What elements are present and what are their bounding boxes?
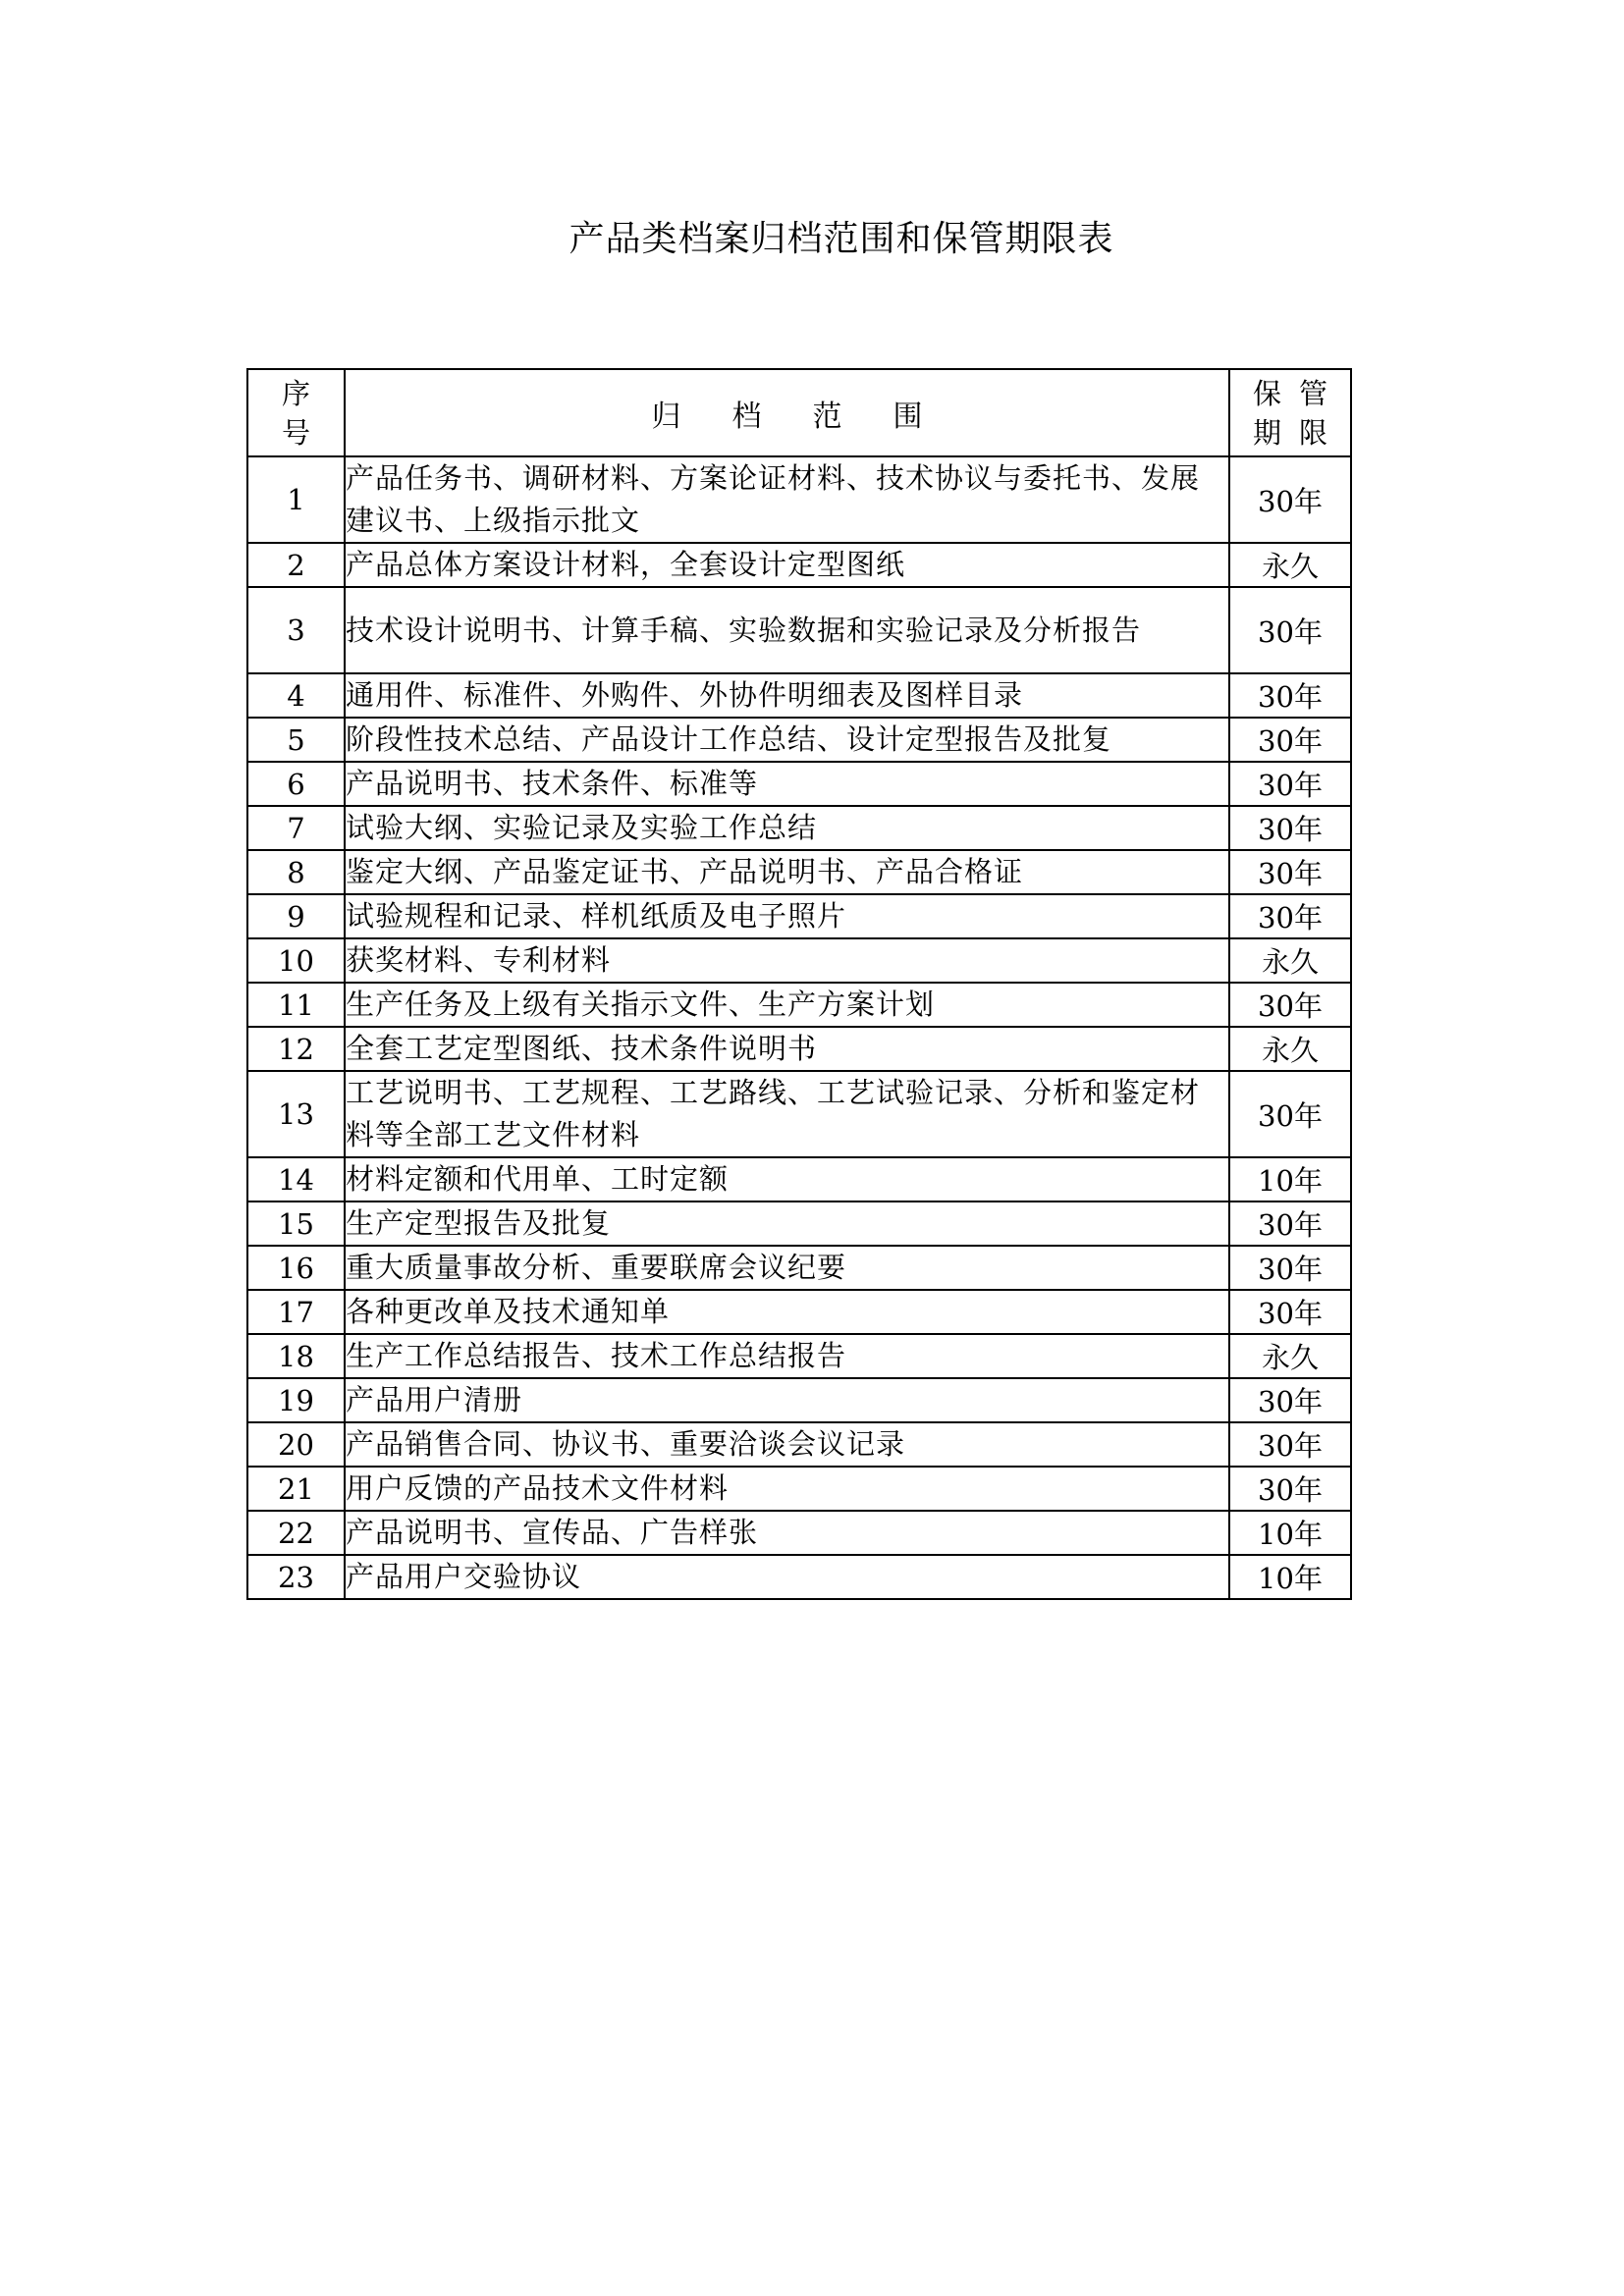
row-number: 6 (247, 762, 345, 806)
row-scope: 鉴定大纲、产品鉴定证书、产品说明书、产品合格证 (345, 850, 1229, 894)
row-scope: 阶段性技术总结、产品设计工作总结、设计定型报告及批复 (345, 718, 1229, 762)
table-row (247, 718, 1351, 762)
table-row (247, 1422, 1351, 1467)
row-scope: 生产工作总结报告、技术工作总结报告 (345, 1334, 1229, 1378)
row-number: 5 (247, 718, 345, 762)
row-scope: 获奖材料、专利材料 (345, 938, 1229, 983)
row-number: 2 (247, 543, 345, 587)
row-scope: 通用件、标准件、外购件、外协件明细表及图样目录 (345, 673, 1229, 718)
row-number: 20 (247, 1422, 345, 1467)
table-row (247, 894, 1351, 938)
table-row (247, 1555, 1351, 1599)
table-row (247, 938, 1351, 983)
row-scope: 重大质量事故分析、重要联席会议纪要 (345, 1246, 1229, 1290)
table-row (247, 543, 1351, 587)
row-period: 10年 (1229, 1555, 1351, 1599)
row-scope: 技术设计说明书、计算手稿、实验数据和实验记录及分析报告 (345, 587, 1229, 673)
table-row (247, 587, 1351, 673)
row-period: 30年 (1229, 983, 1351, 1027)
table-row (247, 850, 1351, 894)
row-number: 13 (247, 1071, 345, 1157)
row-period: 10年 (1229, 1511, 1351, 1555)
row-number: 11 (247, 983, 345, 1027)
table-row (247, 1467, 1351, 1511)
archive-table (246, 368, 1352, 1600)
row-number: 14 (247, 1157, 345, 1201)
table-row (247, 673, 1351, 718)
row-scope: 产品总体方案设计材料，全套设计定型图纸 (345, 543, 1229, 587)
row-period: 30年 (1229, 718, 1351, 762)
row-number: 16 (247, 1246, 345, 1290)
table-row (247, 1071, 1351, 1157)
row-scope: 产品销售合同、协议书、重要洽谈会议记录 (345, 1422, 1229, 1467)
document-title: 产品类档案归档范围和保管期限表 (568, 219, 1114, 259)
row-period: 30年 (1229, 1071, 1351, 1157)
row-period: 永久 (1229, 1027, 1351, 1071)
row-number: 21 (247, 1467, 345, 1511)
table-row (247, 1246, 1351, 1290)
row-scope: 产品用户清册 (345, 1378, 1229, 1422)
row-period: 30年 (1229, 587, 1351, 673)
header-archive-scope: 归档范围 (345, 369, 1229, 456)
row-number: 15 (247, 1201, 345, 1246)
row-number: 8 (247, 850, 345, 894)
row-scope: 试验大纲、实验记录及实验工作总结 (345, 806, 1229, 850)
row-number: 17 (247, 1290, 345, 1334)
header-retention-period: 保管 期限 (1229, 369, 1351, 456)
table-row (247, 1201, 1351, 1246)
row-scope: 工艺说明书、工艺规程、工艺路线、工艺试验记录、分析和鉴定材料等全部工艺文件材料 (345, 1071, 1229, 1157)
row-period: 30年 (1229, 1246, 1351, 1290)
table-row (247, 1334, 1351, 1378)
table-row (247, 1157, 1351, 1201)
row-number: 19 (247, 1378, 345, 1422)
table-row (247, 1511, 1351, 1555)
row-period: 10年 (1229, 1157, 1351, 1201)
row-period: 永久 (1229, 543, 1351, 587)
row-period: 30年 (1229, 456, 1351, 543)
row-scope: 产品用户交验协议 (345, 1555, 1229, 1599)
table-header-row (247, 369, 1351, 456)
row-period: 30年 (1229, 894, 1351, 938)
row-number: 12 (247, 1027, 345, 1071)
row-period: 30年 (1229, 1422, 1351, 1467)
row-scope: 各种更改单及技术通知单 (345, 1290, 1229, 1334)
row-period: 30年 (1229, 806, 1351, 850)
row-number: 4 (247, 673, 345, 718)
row-number: 23 (247, 1555, 345, 1599)
row-scope: 全套工艺定型图纸、技术条件说明书 (345, 1027, 1229, 1071)
row-period: 30年 (1229, 1290, 1351, 1334)
table-row (247, 1290, 1351, 1334)
row-scope: 材料定额和代用单、工时定额 (345, 1157, 1229, 1201)
row-scope: 生产定型报告及批复 (345, 1201, 1229, 1246)
header-serial-number: 序 号 (247, 369, 345, 456)
row-scope: 产品说明书、技术条件、标准等 (345, 762, 1229, 806)
row-period: 30年 (1229, 850, 1351, 894)
row-number: 1 (247, 456, 345, 543)
row-period: 30年 (1229, 1467, 1351, 1511)
table-row (247, 1378, 1351, 1422)
row-period: 30年 (1229, 673, 1351, 718)
row-number: 7 (247, 806, 345, 850)
table-row (247, 983, 1351, 1027)
table-row (247, 762, 1351, 806)
row-period: 30年 (1229, 1378, 1351, 1422)
row-scope: 试验规程和记录、样机纸质及电子照片 (345, 894, 1229, 938)
row-period: 30年 (1229, 1201, 1351, 1246)
row-number: 22 (247, 1511, 345, 1555)
row-scope: 用户反馈的产品技术文件材料 (345, 1467, 1229, 1511)
row-period: 30年 (1229, 762, 1351, 806)
table-row (247, 456, 1351, 543)
row-scope: 生产任务及上级有关指示文件、生产方案计划 (345, 983, 1229, 1027)
table-row (247, 1027, 1351, 1071)
row-period: 永久 (1229, 938, 1351, 983)
row-scope: 产品任务书、调研材料、方案论证材料、技术协议与委托书、发展建议书、上级指示批文 (345, 456, 1229, 543)
row-number: 10 (247, 938, 345, 983)
table-row (247, 806, 1351, 850)
row-number: 18 (247, 1334, 345, 1378)
row-number: 3 (247, 587, 345, 673)
row-period: 永久 (1229, 1334, 1351, 1378)
row-scope: 产品说明书、宣传品、广告样张 (345, 1511, 1229, 1555)
row-number: 9 (247, 894, 345, 938)
